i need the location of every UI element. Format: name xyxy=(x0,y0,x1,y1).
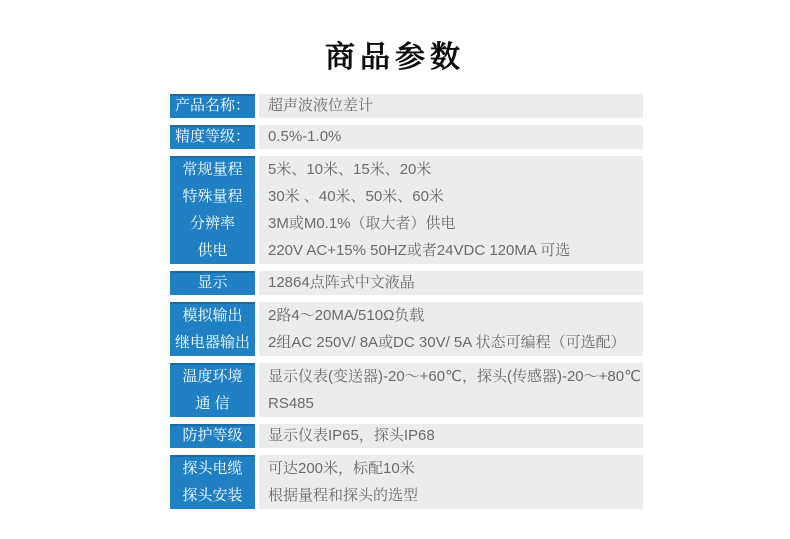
spec-value-accuracy: 0.5%-1.0% xyxy=(268,128,342,145)
spec-value-display: 12864点阵式中文液晶 xyxy=(268,274,415,291)
spec-label-special-range: 特殊量程 xyxy=(182,188,243,205)
value-column xyxy=(259,94,643,118)
label-column xyxy=(170,424,255,448)
spec-group-outputs xyxy=(170,302,643,356)
spec-value-analog-output: 2路4～20MA/510Ω负载 xyxy=(268,307,425,324)
spec-value-power-supply: 220V AC+15% 50HZ或者24VDC 120MA 可选 xyxy=(268,242,571,259)
spec-value-relay-output: 2组AC 250V/ 8A或DC 30V/ 5A 状态可编程（可选配） xyxy=(268,334,626,351)
spec-group-accuracy xyxy=(170,125,643,149)
spec-group-temp-comm xyxy=(170,363,643,417)
spec-table xyxy=(170,94,643,516)
spec-label-normal-range: 常规量程 xyxy=(182,161,243,178)
spec-value-protection: 显示仪表IP65，探头IP68 xyxy=(268,427,435,444)
spec-label-accuracy: 精度等级： xyxy=(174,128,250,145)
label-column xyxy=(170,156,255,264)
value-column xyxy=(259,363,643,417)
value-column xyxy=(259,125,643,149)
value-column xyxy=(259,156,643,264)
spec-label-protection: 防护等级 xyxy=(182,427,243,444)
spec-label-resolution: 分辨率 xyxy=(189,215,235,232)
spec-label-product-name: 产品名称： xyxy=(174,97,250,114)
label-column xyxy=(170,302,255,356)
label-column xyxy=(170,94,255,118)
label-column xyxy=(170,455,255,509)
spec-label-display: 显示 xyxy=(197,274,228,291)
spec-group-probe xyxy=(170,455,643,509)
value-column xyxy=(259,302,643,356)
value-column xyxy=(259,271,643,295)
spec-value-temperature: 显示仪表(变送器)-20～+60℃，探头(传感器)-20～+80℃ xyxy=(268,368,641,385)
spec-label-power-supply: 供电 xyxy=(197,242,228,259)
spec-value-communication: RS485 xyxy=(268,395,314,412)
spec-group-range-power xyxy=(170,156,643,264)
value-column xyxy=(259,455,643,509)
label-column xyxy=(170,271,255,295)
spec-value-probe-install: 根据量程和探头的选型 xyxy=(268,487,419,504)
value-column xyxy=(259,424,643,448)
spec-label-relay-output: 继电器输出 xyxy=(174,334,250,351)
spec-value-product-name: 超声波液位差计 xyxy=(268,97,374,114)
spec-label-probe-install: 探头安装 xyxy=(182,487,243,504)
spec-value-resolution: 3M或M0.1%（取大者）供电 xyxy=(268,215,456,232)
spec-value-special-range: 30米 、40米、50米、60米 xyxy=(268,188,444,205)
spec-value-normal-range: 5米、10米、15米、20米 xyxy=(268,161,432,178)
spec-label-communication: 通 信 xyxy=(195,395,230,412)
page-title: 商品参数 xyxy=(325,41,465,74)
label-column xyxy=(170,125,255,149)
spec-label-temperature: 温度环境 xyxy=(182,368,243,385)
spec-group-product-name xyxy=(170,94,643,118)
spec-group-protection xyxy=(170,424,643,448)
label-column xyxy=(170,363,255,417)
spec-label-analog-output: 模拟输出 xyxy=(182,307,243,324)
spec-group-display xyxy=(170,271,643,295)
spec-label-probe-cable: 探头电缆 xyxy=(182,460,243,477)
spec-value-probe-cable: 可达200米，标配10米 xyxy=(268,460,415,477)
